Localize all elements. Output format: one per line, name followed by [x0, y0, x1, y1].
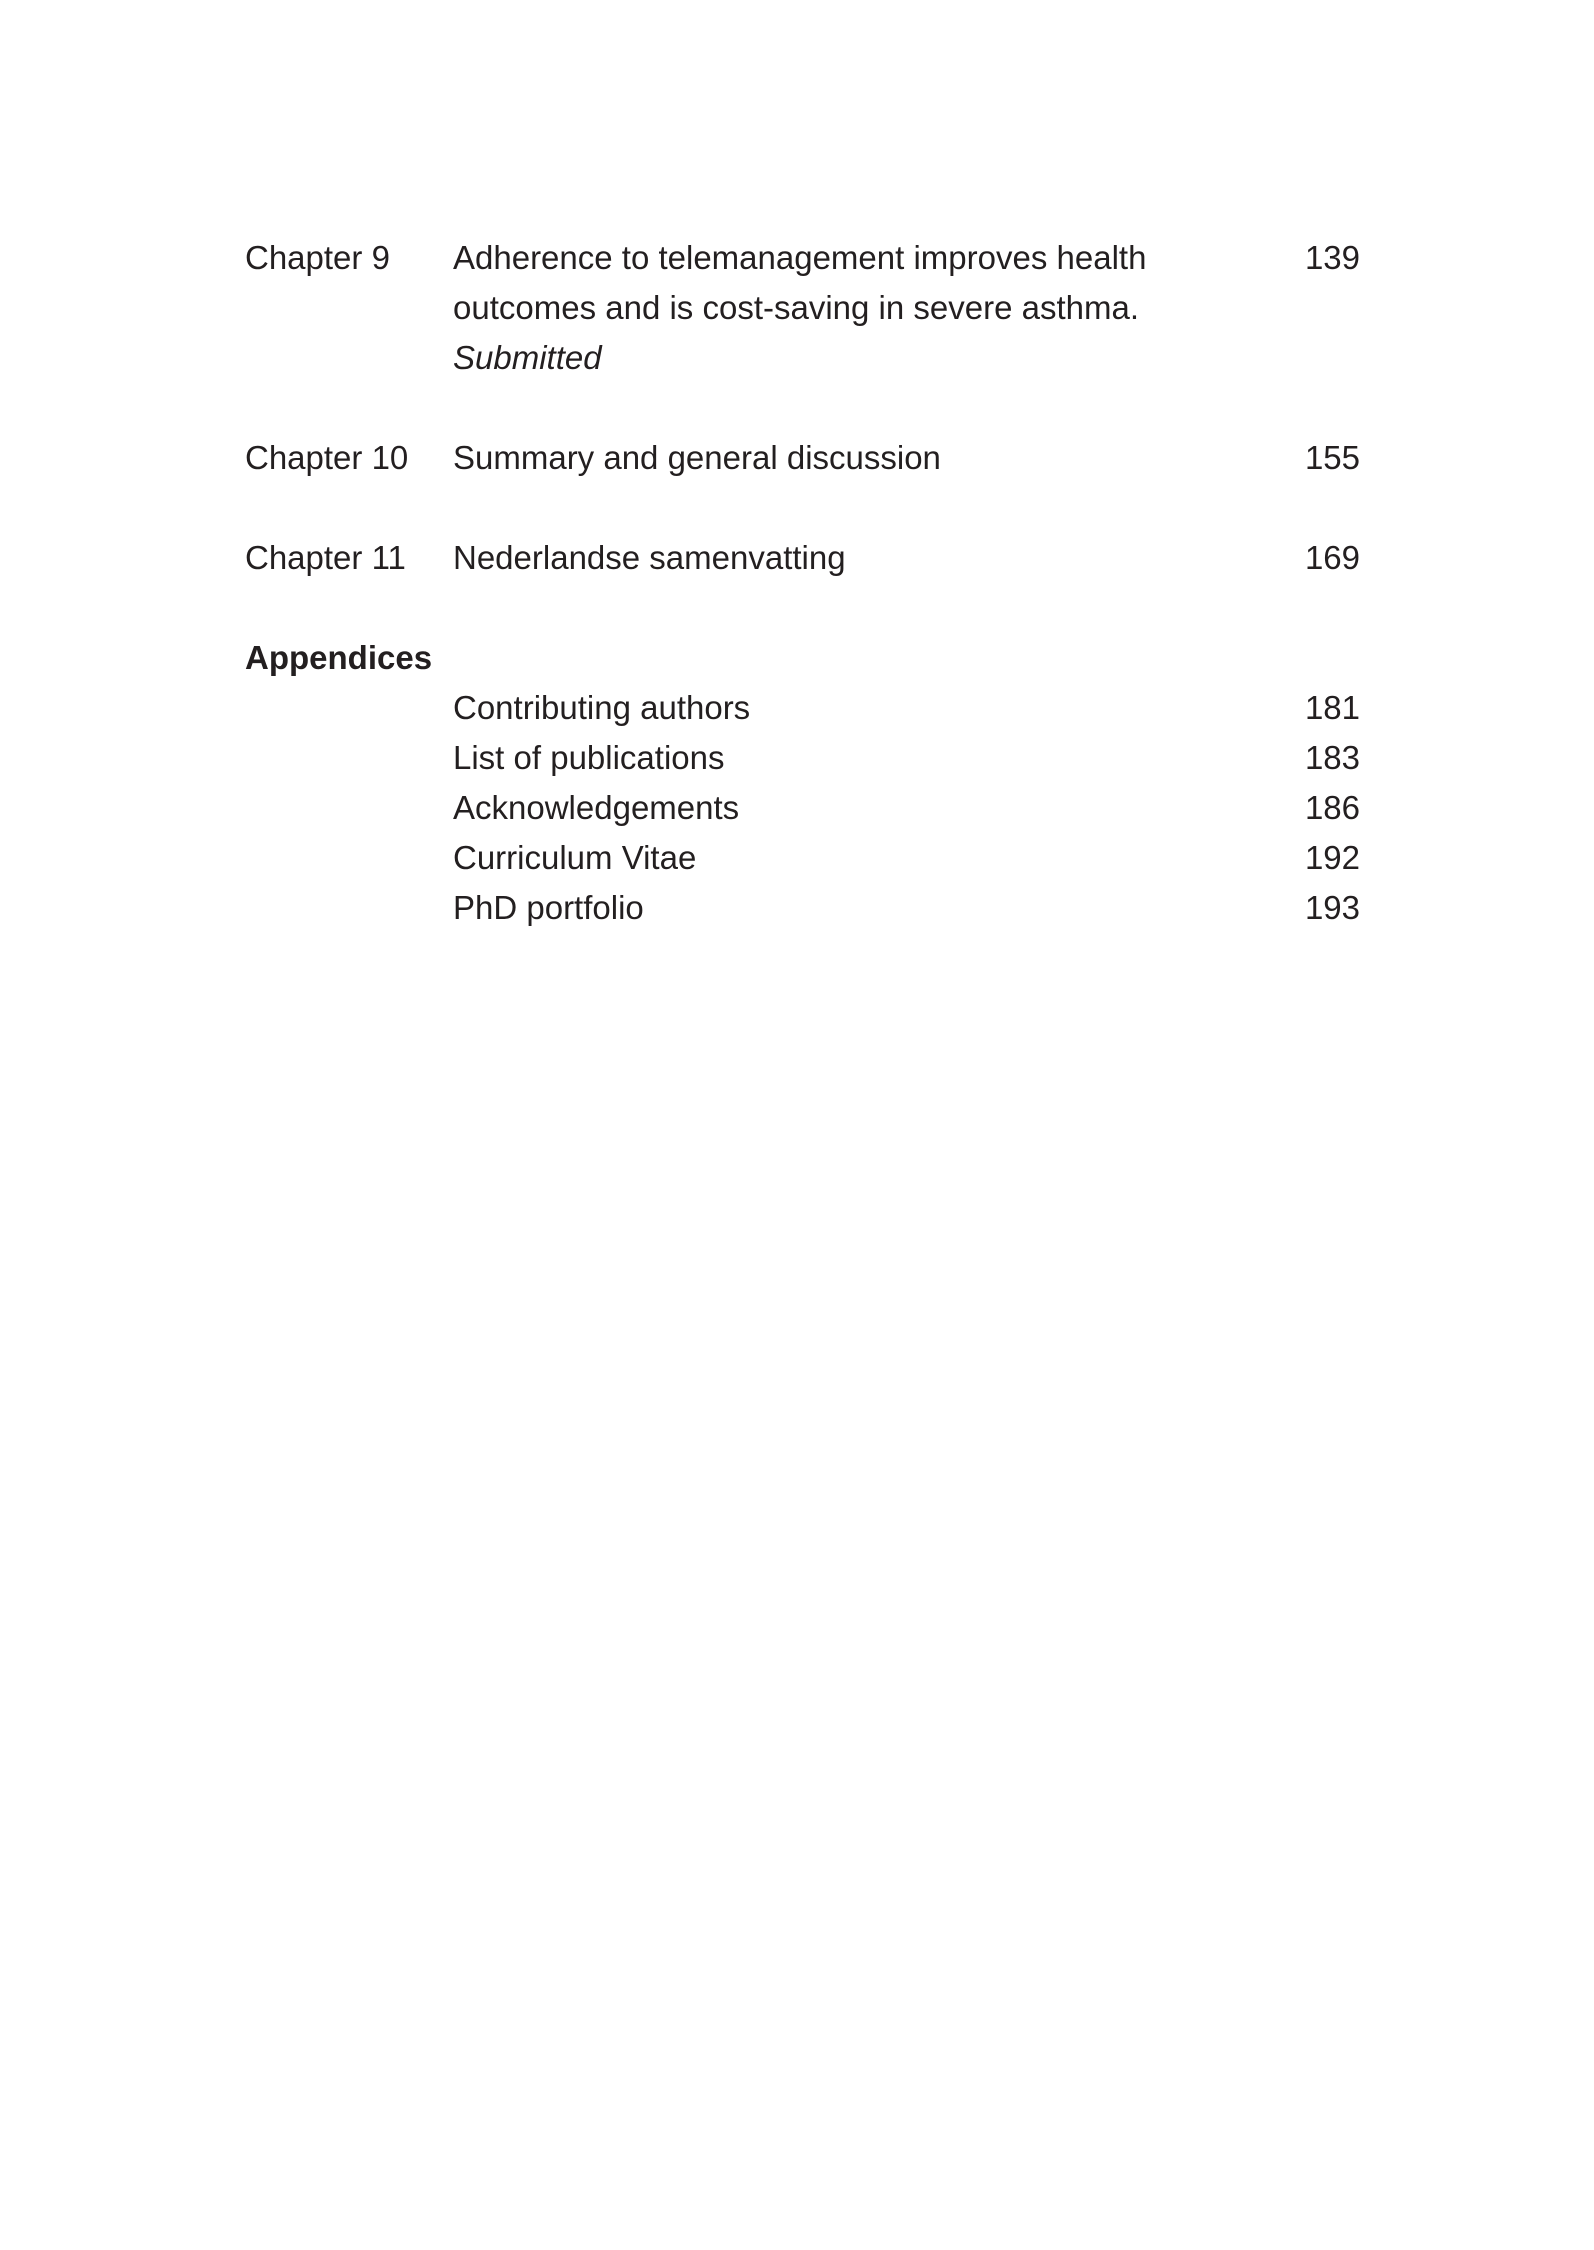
appendices-heading: Appendices — [245, 639, 433, 676]
chapter-title — [453, 233, 1213, 383]
page-number: 193 — [1304, 889, 1360, 926]
appendix-title: PhD portfolio — [453, 889, 644, 926]
appendix-item — [453, 783, 1360, 833]
chapter-title-line: outcomes and is cost-saving in severe asthma. — [453, 289, 1139, 326]
toc-entry-chapter-11 — [245, 533, 1360, 583]
chapter-label: Chapter 10 — [245, 439, 409, 476]
spacer — [245, 483, 1360, 533]
page-number: 192 — [1304, 839, 1360, 876]
appendix-item — [453, 683, 1360, 733]
chapter-title — [453, 533, 1213, 583]
chapter-label: Chapter 11 — [245, 539, 406, 576]
chapter-label: Chapter 9 — [245, 239, 390, 276]
appendix-item — [453, 733, 1360, 783]
page-number: 183 — [1304, 739, 1360, 776]
page-number: 181 — [1304, 689, 1360, 726]
toc-entry-chapter-10 — [245, 433, 1360, 483]
appendix-title: List of publications — [453, 739, 725, 776]
table-of-contents — [245, 233, 1360, 933]
page-number: 155 — [1304, 439, 1360, 476]
page-number: 186 — [1304, 789, 1360, 826]
appendix-title: Acknowledgements — [453, 789, 740, 826]
appendix-title: Contributing authors — [453, 689, 751, 726]
spacer — [245, 583, 1360, 633]
chapter-title-line: Summary and general discussion — [453, 439, 941, 476]
page-number: 169 — [1304, 539, 1360, 576]
publication-status: Submitted — [453, 339, 602, 376]
page-number: 139 — [1304, 239, 1360, 276]
chapter-title-line: Nederlandse samenvatting — [453, 539, 846, 576]
chapter-title-line: Adherence to telemanagement improves health — [453, 239, 1147, 276]
appendix-item — [453, 883, 1360, 933]
toc-entry-chapter-9 — [245, 233, 1360, 383]
chapter-title — [453, 433, 1213, 483]
spacer — [245, 383, 1360, 433]
appendix-title: Curriculum Vitae — [453, 839, 697, 876]
appendix-item — [453, 833, 1360, 883]
